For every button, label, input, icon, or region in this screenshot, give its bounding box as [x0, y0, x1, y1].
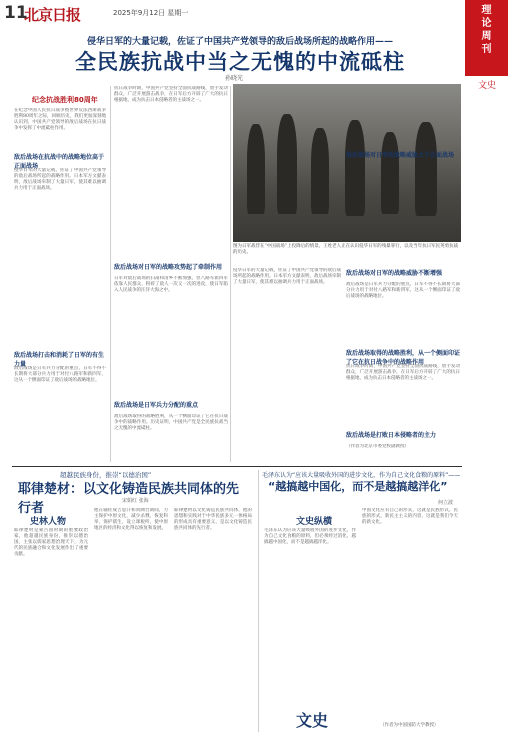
body-paragraph: 耶律楚材以文化铸造民族共同体，他的思想和实践对于中华民族多元一体格局的形成具有重要意义，是以文化铸造民族共同体的先行者。: [174, 508, 252, 531]
section-subhead: 敌后战场取得的战略胜利，从一个侧面印证了它在抗日战争中的战略作用: [346, 350, 461, 366]
bottom-left-kicker: 超越民族身份，推崇“以德治国”: [60, 471, 152, 479]
photo-caption: 图为日军战俘在“中国战场”上投降后的情景。王姓老人正在认识侵华日军的残暴罪行，以及当年抗日军民英勇抗战的历史。: [233, 244, 459, 255]
body-paragraph: 敌后战场是日军兵力分配的重点，日军不得不长期将大部分兵力用于对付八路军和新四军，这从一个侧面印证了敌后战场的战略地位。: [346, 282, 460, 299]
bottom-right-kicker: 毛泽东认为“应该大量吸收外国的进步文化，作为自己文化食粮的原料”——: [262, 472, 461, 479]
body-paragraph: 日军对敌后战场的扫荡和清乡不断加强，但八路军新四军依靠人民群众，粉碎了敌人一次又一次的进攻，使日军陷入人民战争的汪洋大海之中。: [114, 276, 228, 293]
column-rule: [258, 470, 259, 732]
section-char: 刊: [481, 44, 492, 55]
photo-figure: [381, 132, 399, 214]
masthead: [0, 0, 508, 30]
body-paragraph: 敌后战场取得的战略胜利，从一个侧面印证了它在抗日战争中的战略作用。历史证明，中国共产党是全民族抗战当之无愧的中流砥柱。: [114, 414, 228, 431]
column-title: 史林人物: [30, 517, 67, 527]
photo-figure: [345, 120, 365, 216]
body-paragraph: 他在辅佐成吉思汗和窝阔台期间，力主保护中原文化，减少杀戮，恢复科举，保护儒生，设立课税所，使中原地区的经济和文化得以恢复和发展。: [94, 508, 168, 531]
photo-figure: [277, 114, 297, 214]
article-kicker: 侵华日军的大量记载，佐证了中国共产党领导的敌后战场所起的战略作用——: [86, 37, 393, 47]
section-char: 论: [481, 18, 492, 29]
section-subhead: 敌后战场对日军的战略攻势起了牵制作用: [114, 264, 223, 271]
section-subhead: 敌后战场是打败日本侵略者的主力: [346, 432, 437, 439]
section-subhead: 敌后战场在抗战中的战略地位高于正面战场: [14, 154, 105, 170]
photo-figure: [415, 122, 437, 216]
section-tag-text: [465, 4, 508, 56]
historical-photo: [233, 84, 461, 242]
bottom-right-byline: 何立波: [438, 500, 454, 506]
body-paragraph: 敌后战场是日军兵力分配的重点，日军不得不长期将大部分兵力用于对付八路军和新四军，这从一个侧面印证了敌后战场的战略地位。: [14, 366, 106, 383]
body-paragraph: 耶律楚材是蒙古国时期的重要政治家，他超越民族身份，推崇以德治国，主张以儒家思想治理天下，为元代的民族融合和文化发展作出了重要贡献。: [14, 528, 88, 557]
column-rule: [110, 86, 111, 462]
section-subhead: 敌后战场是日军兵力分配的重点: [114, 402, 199, 409]
section-divider: [12, 466, 462, 467]
section-subhead: 敌后战场对日军的战略威胁不断增强: [346, 270, 443, 277]
body-paragraph: 抗日战争时期，中国共产党坚持全面抗战路线，放手发动群众，广泛开展游击战争，在日军后方开辟了广大的抗日根据地，成为抗击日本侵略者的主战场之一。: [346, 364, 460, 381]
article-byline: 孙晓光: [225, 75, 244, 82]
issue-date: 2025年9月12日 星期一: [113, 9, 189, 17]
body-paragraph: 抗日战争时期，中国共产党坚持全面抗战路线，放手发动群众，广泛开展游击战争，在日军后方开辟了广大的抗日根据地，成为抗击日本侵略者的主战场之一。: [114, 86, 228, 103]
newspaper-logo: 北京日报: [24, 6, 81, 24]
body-paragraph: 在纪念中国人民抗日战争暨世界反法西斯战争胜利80周年之际，回顾历史，我们更加深刻地认识到，中国共产党领导的敌后战场在抗日战争中发挥了中流砥柱作用。: [14, 108, 106, 131]
column-rule: [230, 86, 231, 462]
body-paragraph: 毛泽东认为应该大量吸收外国的进步文化，作为自己文化食粮的原料，但必须经过消化，越搞越中国化，而不是越搞越洋化。: [264, 528, 356, 545]
section-tag: [465, 0, 508, 76]
author-note: （作者为中国国防大学教授）: [380, 723, 439, 728]
bottom-right-side-label: 文史: [296, 711, 329, 730]
bottom-left-byline: 宋娟红 张海: [122, 498, 149, 504]
anniversary-badge: 纪念抗战胜利80周年: [32, 96, 98, 104]
column-title: 文史纵横: [296, 517, 333, 527]
bottom-left-headline: 耶律楚材：以文化铸造民族共同体的先行者: [18, 482, 240, 516]
page-number: 11: [4, 3, 28, 23]
section-char: 理: [481, 5, 492, 16]
section-subhead: 敌后战场对日军的战略威胁大于正面战场: [346, 152, 455, 159]
article-note: （作者为北京市委党校副教授）: [346, 444, 409, 449]
photo-figure: [247, 124, 265, 214]
bottom-right-headline: “越搞越中国化，而不是越搞越洋化”: [268, 480, 448, 493]
photo-figure: [311, 128, 329, 214]
section-char: 周: [481, 31, 492, 42]
article-headline: 全民族抗战中当之无愧的中流砥柱: [75, 50, 405, 74]
body-paragraph: 侵华日军的大量记载，佐证了中国共产党领导的敌后战场所起的战略作用。日本军方文献表明，敌后战场牵制了大量日军，使其难以抽调兵力用于正面战场。: [14, 168, 106, 191]
section-side-label: 文史: [478, 81, 497, 91]
body-paragraph: 中国文化应有自己的形式，这就是民族形式。民族的形式，新民主主义的内容，这就是我们今天的新文化。: [362, 508, 458, 525]
section-subhead: 敌后战场打击和消耗了日军的有生力量: [14, 352, 105, 368]
body-paragraph: 侵华日军的大量记载，佐证了中国共产党领导的敌后战场所起的战略作用。日本军方文献表明，敌后战场牵制了大量日军，使其难以抽调兵力用于正面战场。: [233, 268, 341, 285]
